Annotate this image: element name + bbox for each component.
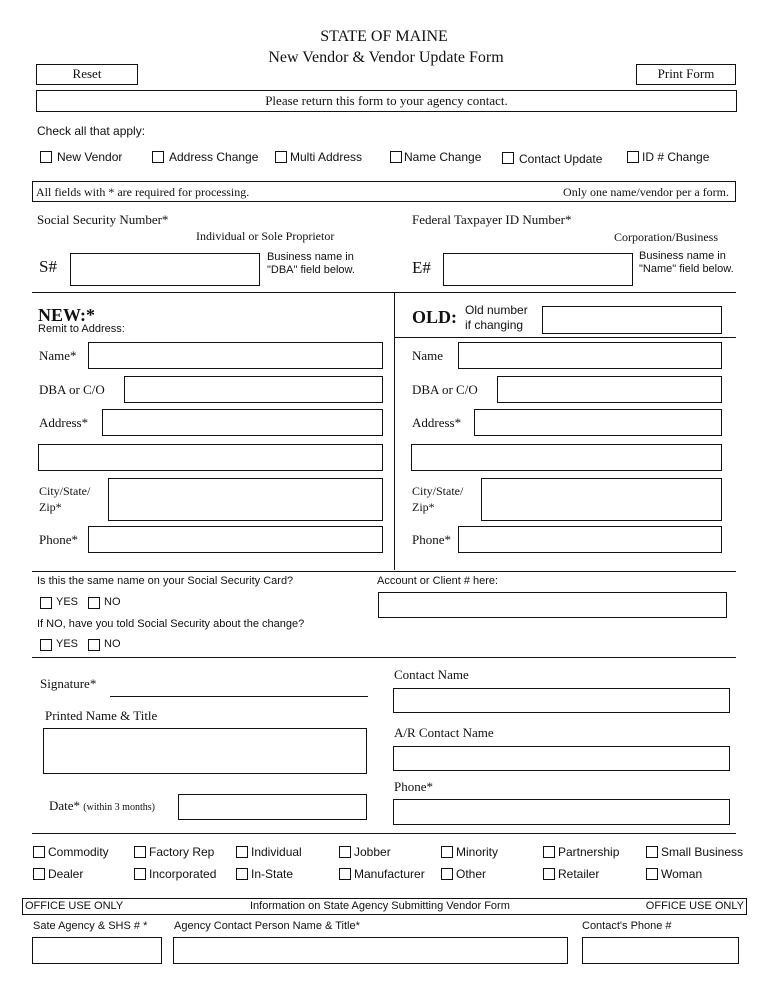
- account-label: Account or Client # here:: [377, 575, 499, 587]
- new-city-input[interactable]: [108, 478, 383, 521]
- ssn-note-line2: "DBA" field below.: [267, 264, 355, 276]
- form-title: STATE OF MAINE: [320, 28, 448, 45]
- signature-label: Signature*: [40, 676, 97, 691]
- woman-label: Woman: [661, 867, 703, 881]
- address-change-label: Address Change: [169, 150, 259, 164]
- ar-contact-label: A/R Contact Name: [394, 725, 494, 740]
- dealer-checkbox[interactable]: [33, 868, 45, 880]
- old-address-label: Address*: [412, 415, 462, 430]
- reset-button[interactable]: Reset: [36, 64, 138, 85]
- ssn-note-line1: Business name in: [267, 251, 354, 263]
- ss-no-checkbox[interactable]: [88, 597, 100, 609]
- signature-line[interactable]: [110, 696, 368, 697]
- divider: [32, 571, 736, 572]
- manufacturer-label: Manufacturer: [354, 867, 425, 881]
- date-label-text: Date*: [49, 798, 81, 813]
- old-city-label-line1: City/State/: [412, 484, 464, 498]
- individual-label: Individual: [251, 845, 302, 859]
- ss-yes-checkbox[interactable]: [40, 597, 52, 609]
- old-city-label: [412, 483, 463, 515]
- divider: [395, 337, 736, 338]
- ein-note: [639, 250, 734, 276]
- ssn-sub: Individual or Sole Proprietor: [196, 229, 335, 243]
- contact-phone-label: Phone*: [394, 779, 433, 794]
- multi-address-checkbox[interactable]: [275, 151, 287, 163]
- office-use-left: OFFICE USE ONLY: [25, 900, 124, 912]
- contact-phone-input[interactable]: [393, 799, 730, 825]
- required-notice-bar: [32, 181, 736, 202]
- required-notice: All fields with * are required for processing.: [36, 185, 250, 199]
- old-phone-label: Phone*: [412, 532, 451, 547]
- column-divider: [394, 292, 395, 570]
- new-heading: NEW:*: [38, 305, 96, 325]
- ssn-label: Social Security Number*: [37, 212, 169, 227]
- old-address-input[interactable]: [474, 409, 722, 436]
- ar-contact-input[interactable]: [393, 746, 730, 771]
- printed-name-label: Printed Name & Title: [45, 708, 158, 723]
- contact-update-checkbox[interactable]: [502, 152, 514, 164]
- partnership-label: Partnership: [558, 845, 620, 859]
- check-all-label: Check all that apply:: [37, 124, 146, 138]
- ein-input[interactable]: [443, 253, 633, 286]
- in-state-checkbox[interactable]: [236, 868, 248, 880]
- incorporated-label: Incorporated: [149, 867, 217, 881]
- other-label: Other: [456, 867, 487, 881]
- new-city-label-line2: Zip*: [39, 500, 62, 514]
- ein-prefix: E#: [412, 258, 431, 277]
- divider: [32, 657, 736, 658]
- new-vendor-label: New Vendor: [57, 150, 123, 164]
- small-business-checkbox[interactable]: [646, 846, 658, 858]
- office-use-right: OFFICE USE ONLY: [645, 900, 744, 912]
- new-address2-input[interactable]: [38, 444, 383, 471]
- old-heading: OLD:: [412, 307, 457, 327]
- date-note: (within 3 months): [83, 802, 155, 813]
- ss-told-question: If NO, have you told Social Security about the change?: [37, 618, 305, 630]
- new-dba-input[interactable]: [124, 376, 383, 403]
- retailer-label: Retailer: [558, 867, 600, 881]
- ssn-input[interactable]: [70, 253, 260, 286]
- ssn-prefix: S#: [39, 257, 57, 276]
- minority-label: Minority: [456, 845, 499, 859]
- old-city-label-line2: Zip*: [412, 500, 435, 514]
- minority-checkbox[interactable]: [441, 846, 453, 858]
- new-city-label: [39, 483, 90, 515]
- account-input[interactable]: [378, 592, 727, 618]
- individual-checkbox[interactable]: [236, 846, 248, 858]
- ein-sub: Corporation/Business: [614, 230, 718, 244]
- office-use-center: Information on State Agency Submitting Vendor Form: [250, 900, 510, 912]
- return-note: Please return this form to your agency contact.: [36, 90, 737, 112]
- small-business-label: Small Business: [661, 845, 744, 859]
- dealer-label: Dealer: [48, 867, 84, 881]
- told-yes-label: YES: [56, 638, 79, 650]
- old-phone-input[interactable]: [458, 526, 722, 553]
- one-vendor-notice: Only one name/vendor per a form.: [563, 185, 729, 199]
- told-yes-checkbox[interactable]: [40, 639, 52, 651]
- name-change-checkbox[interactable]: [390, 151, 402, 163]
- ein-note-line1: Business name in: [639, 250, 726, 262]
- contact-update-label: Contact Update: [519, 152, 603, 166]
- date-input[interactable]: [178, 794, 367, 820]
- contact-name-label: Contact Name: [394, 667, 469, 682]
- old-note-line2: if changing: [465, 318, 524, 332]
- form-subtitle: New Vendor & Vendor Update Form: [268, 49, 504, 66]
- ss-name-question: Is this the same name on your Social Security Card?: [37, 575, 294, 587]
- name-change-label: Name Change: [404, 150, 482, 164]
- old-dba-label: DBA or C/O: [412, 382, 478, 397]
- agency-input[interactable]: [32, 937, 162, 964]
- agency-contact-input[interactable]: [173, 937, 568, 964]
- id-change-label: ID # Change: [642, 150, 710, 164]
- new-phone-label: Phone*: [39, 532, 78, 547]
- divider: [32, 292, 736, 293]
- in-state-label: In-State: [251, 867, 294, 881]
- agency-label: Sate Agency & SHS # *: [33, 920, 148, 932]
- contact-name-input[interactable]: [393, 688, 730, 713]
- old-name-input[interactable]: [458, 342, 722, 369]
- manufacturer-checkbox[interactable]: [339, 868, 351, 880]
- printed-name-input[interactable]: [43, 728, 367, 774]
- agency-contact-label: Agency Contact Person Name & Title*: [174, 920, 360, 932]
- ein-note-line2: "Name" field below.: [639, 263, 734, 275]
- other-checkbox[interactable]: [441, 868, 453, 880]
- ss-yes-label: YES: [56, 596, 79, 608]
- new-name-label: Name*: [39, 348, 77, 363]
- new-vendor-checkbox[interactable]: [40, 151, 52, 163]
- old-name-label: Name: [412, 348, 444, 363]
- told-no-checkbox[interactable]: [88, 639, 100, 651]
- old-address2-input[interactable]: [411, 444, 722, 471]
- new-phone-input[interactable]: [88, 526, 383, 553]
- jobber-checkbox[interactable]: [339, 846, 351, 858]
- commodity-checkbox[interactable]: [33, 846, 45, 858]
- multi-address-label: Multi Address: [290, 150, 363, 164]
- ss-no-label: NO: [104, 596, 121, 608]
- office-use-bar: [22, 898, 747, 915]
- remit-to-label: Remit to Address:: [38, 323, 125, 335]
- address-change-checkbox[interactable]: [152, 151, 164, 163]
- id-change-checkbox[interactable]: [627, 151, 639, 163]
- print-form-button[interactable]: Print Form: [636, 64, 736, 85]
- incorporated-checkbox[interactable]: [134, 868, 146, 880]
- old-number-note: [465, 303, 528, 333]
- commodity-label: Commodity: [48, 845, 109, 859]
- ssn-note: [267, 251, 355, 277]
- retailer-checkbox[interactable]: [543, 868, 555, 880]
- factory-rep-checkbox[interactable]: [134, 846, 146, 858]
- partnership-checkbox[interactable]: [543, 846, 555, 858]
- agency-phone-label: Contact's Phone #: [582, 920, 672, 932]
- told-no-label: NO: [104, 638, 121, 650]
- old-number-input[interactable]: [542, 306, 722, 334]
- old-dba-input[interactable]: [497, 376, 722, 403]
- jobber-label: Jobber: [354, 845, 391, 859]
- old-city-input[interactable]: [481, 478, 722, 521]
- new-name-input[interactable]: [88, 342, 383, 369]
- woman-checkbox[interactable]: [646, 868, 658, 880]
- divider: [32, 833, 736, 834]
- agency-phone-input[interactable]: [582, 937, 739, 964]
- old-note-line1: Old number: [465, 303, 528, 317]
- new-address-label: Address*: [39, 415, 89, 430]
- new-city-label-line1: City/State/: [39, 484, 91, 498]
- new-dba-label: DBA or C/O: [39, 382, 105, 397]
- date-label: [49, 798, 155, 814]
- new-address-input[interactable]: [102, 409, 383, 436]
- factory-rep-label: Factory Rep: [149, 845, 215, 859]
- ein-label: Federal Taxpayer ID Number*: [412, 212, 572, 227]
